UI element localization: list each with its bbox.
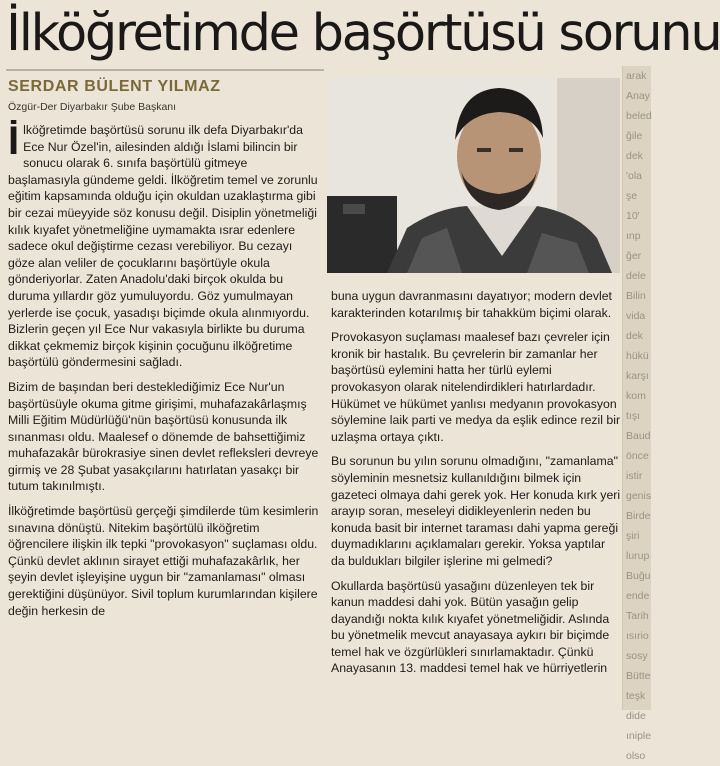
paragraph: Okullarda başörtüsü yasağını düzenleyen tek bir kanun maddesi dahi yok. Bütün yasağın gelip dayandığı nokta kılık kıyafet yönetmeliğidir. Aslında bu yönetmelik mevcut anayasaya aykırı bir biçimde temel hak ve özgürlükleri sınırlamaktadır. Çünkü Anayasanın 13. maddesi temel hak ve hürriyetlerin [331,578,610,676]
drop-cap: İ [8,119,20,163]
author-name: SERDAR BÜLENT YILMAZ [8,78,221,95]
paragraph: Bizim de başından beri desteklediğimiz Ece Nur'un başörtüsüyle okuma gitme girişimi, muhafazakârlaşmış Milli Eğitim Müdürlüğü'nün başörtüsü konusunda ilk sınanması oldu. Maalesef o dönemde de bahsettiğimiz muhafazakâr bürokrasiye sinen devlet refleksleri devreye girmiş ve 28 Şubat yasakçılarını hatırlatan yasakçı bir tutum takınılmıştı. [8,379,319,494]
portrait-image [327,78,620,273]
edge-fragment: 'ola [626,170,643,182]
paragraph [8,119,320,371]
right-column [331,288,621,677]
edge-fragment: Anay [626,90,650,102]
paragraph: buna uygun davranmasını dayatıyor; modern devlet karakterinden kotarılmış bir tahakküm biçimi olarak. [331,289,612,320]
edge-fragment: istir [626,470,643,482]
edge-fragment: Buğu [626,570,651,582]
edge-fragment: genis [626,490,652,502]
edge-fragment: kom [626,390,646,402]
edge-fragment: şiri [626,530,640,542]
edge-fragment: karşı [626,370,649,382]
edge-fragment: lurup [626,550,650,562]
edge-fragment: hükü [626,350,649,362]
edge-fragment: ğer [626,250,642,262]
edge-fragment: teşk [626,690,646,702]
edge-fragment: önce [626,450,649,462]
edge-fragment: dele [626,270,646,282]
edge-fragment: vida [626,310,646,322]
edge-fragment: Bilin [626,290,646,302]
divider [6,69,324,71]
edge-fragment: olso [626,750,646,762]
edge-fragment: 10' [626,210,640,222]
author-role: Özgür-Der Diyarbakır Şube Başkanı [8,101,177,113]
paragraph: Provokasyon suçlaması maalesef bazı çevreler için kronik bir hastalık. Bu çevrelerin bir zamanlar her başörtüsü eylemini hatta her türlü eylemi provokasyon olarak nitelendirdikleri hatırlardadır. Hükümet ve hükümet yanlısı medyanın provokasyon söylemine laik parti ve medya da eşlik edince rezil bir uzlaşma ortaya çıktı. [331,330,621,444]
edge-fragment: ende [626,590,650,602]
edge-fragment: ısırio [626,630,649,642]
headline: İlköğretimde başörtüsü sorunu [6,4,720,63]
adjacent-column-edge [622,66,652,762]
edge-fragment: sosy [626,650,648,662]
edge-fragment: beled [626,110,652,122]
paragraph: İlköğretimde başörtüsü gerçeği şimdilerde tüm kesimlerin sınavına dönüştü. Nitekim başörtülü ilköğretim öğrencilere ilişkin ilk tepki "provokasyon" suçlaması oldu. Çünkü devlet aklının sirayet ettiği muhafazakârlık, her şeyin devlet işleyişine uygun bir "zamanlaması" olması gerektiğini düşünüyor. Sivil toplum kurumlarından kişilere değin herkesin de [8,504,319,618]
author-photo [327,78,620,273]
edge-fragment: dek [626,150,643,162]
edge-fragment: Birde [626,510,651,522]
edge-fragment: dide [626,710,646,722]
edge-fragment: dek [626,330,643,342]
edge-fragment: şe [626,190,638,202]
edge-fragment: Bütte [626,670,651,682]
edge-fragment: ınp [626,230,641,242]
left-column [8,119,320,619]
edge-fragment: Tarih [626,610,649,622]
paragraph-text: lköğretimde başörtüsü sorunu ilk defa Diyarbakır'da Ece Nur Özel'in, ailesinden aldığı İslami bilincin bir sonucu olarak 6. sınıfa başörtülü gitmeye başlamasıyla gündeme geldi. İlköğretim temel ve zorunlu eğitim kapsamında olduğu için okuldan uzaklaştırma gibi bir cezai müeyyide söz konusu değil. Disiplin yönetmeliği kılık kıyafet yönetmeliğine uymamakta ısrar edenlere sadece okul değiştirme cezası verebiliyor. Bu cezayı göze alan veliler de çocuklarını başörtüyle okula gönderiyorlar. Zaten Anadolu'daki birçok okulda bu duruma yıllardır göz yumuluyordu. Göz yumulmayan yerlerde ise çocuk, yasadışı biçimde okula alınmıyordu. Bizlerin geçen yıl Ece Nur vakasıyla birlikte bu duruma dikkat çekmemiz birçok kişinin çocuğunu ilköğretime başörtülü göndermesini sağladı. [8,123,318,370]
edge-fragment: ıniple [626,730,652,742]
edge-fragment: ğile [626,130,643,142]
edge-fragment: arak [626,70,647,82]
edge-fragment: tışı [626,410,641,422]
paragraph: Bu sorunun bu yılın sorunu olmadığını, "zamanlama" söyleminin mesnetsiz kullanıldığını bilmek için gazeteci olmaya dahi gerek yok. Her konuda kırk yeri arayıp soran, meseleyi didikleyenlerin neden bu konuda basit bir internet taraması dahi yapma gereği duymadıklarını açıklamaları gerekir. Yoksa yaptılar da buldukları bilgiler işlerine mi gelmedi? [331,454,621,568]
edge-fragment: Baud [626,430,651,442]
